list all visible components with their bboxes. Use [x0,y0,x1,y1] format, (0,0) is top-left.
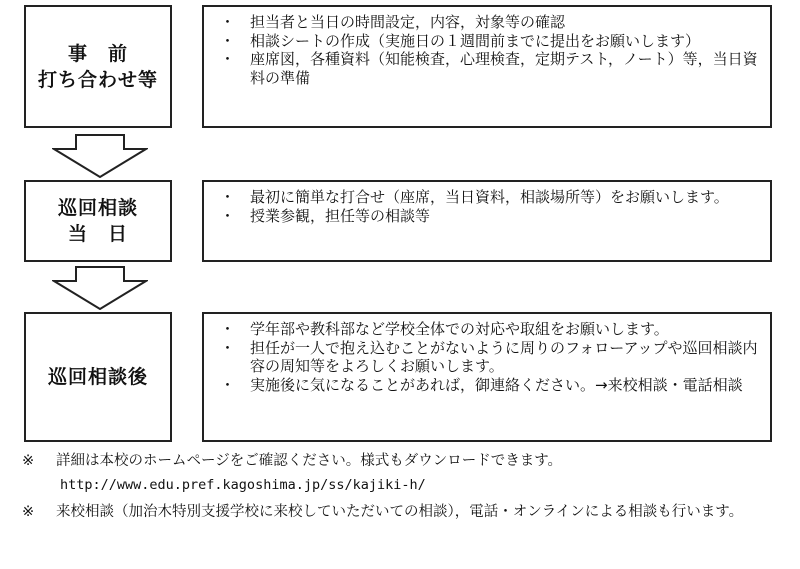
stage-label-line: 巡回相談 [57,197,138,219]
list-item-text: 実施後に気になることがあれば，御連絡ください。→来校相談・電話相談 [250,375,743,394]
bullet-icon: ・ [220,31,236,50]
bullet-icon: ・ [220,50,236,68]
list-item-text: 相談シートの作成（実施日の１週間前までに提出をお願いします） [250,31,701,50]
list-item-text: 授業参観，担任等の相談等 [250,206,431,225]
homepage-url-link[interactable]: http://www.edu.pref.kagoshima.jp/ss/kajiki-h/ [60,477,426,493]
list-item [214,376,760,395]
stage-label-line: 打ち合わせ等 [37,68,158,91]
bullet-icon: ・ [220,320,236,338]
list-item [214,339,760,376]
down-arrow-icon [52,266,148,310]
stage-label-line: 当 日 [67,223,128,245]
bullet-icon: ・ [220,188,236,206]
list-item [214,207,760,226]
stage-box-pre-meeting [24,5,172,128]
note-mark: ※ [22,504,35,520]
note-mark: ※ [22,453,35,469]
bullet-icon: ・ [220,338,236,357]
list-item-text: 最初に簡単な打合せ（座席，当日資料，相談場所等）をお願いします。 [250,188,729,206]
list-item-text: 担任が一人で抱え込むことがないように周りのフォローアップや巡回相談内容の周知等をよろしくお願いします。 [250,338,758,375]
bullet-icon: ・ [220,13,236,31]
list-item [214,13,760,32]
stage-box-after-visit [24,312,172,442]
list-item [214,50,760,87]
bullet-icon: ・ [220,206,236,225]
footnote-homepage [22,449,792,497]
detail-box-after-visit [202,312,772,442]
stage-box-visit-day [24,180,172,262]
down-arrow-icon [52,134,148,178]
list-item-text: 座席図，各種資料（知能検査，心理検査，定期テスト，ノート）等，当日資料の準備 [250,50,758,87]
stage-label-line: 巡回相談後 [47,366,148,388]
detail-box-visit-day [202,180,772,262]
list-item [214,32,760,51]
list-item [214,188,760,207]
bullet-icon: ・ [220,375,236,394]
footnote-consultation [22,500,792,524]
list-item [214,320,760,339]
stage-label-line: 事 前 [67,42,128,65]
note-text: 来校相談（加治木特別支援学校に来校していただいての相談），電話・オンラインによる相談も行います。 [56,504,744,520]
list-item-text: 担当者と当日の時間設定，内容，対象等の確認 [250,13,566,31]
note-text: 詳細は本校のホームページをご確認ください。様式もダウンロードできます。 [56,453,563,469]
detail-box-pre-meeting [202,5,772,128]
list-item-text: 学年部や教科部など学校全体での対応や取組をお願いします。 [250,320,669,338]
